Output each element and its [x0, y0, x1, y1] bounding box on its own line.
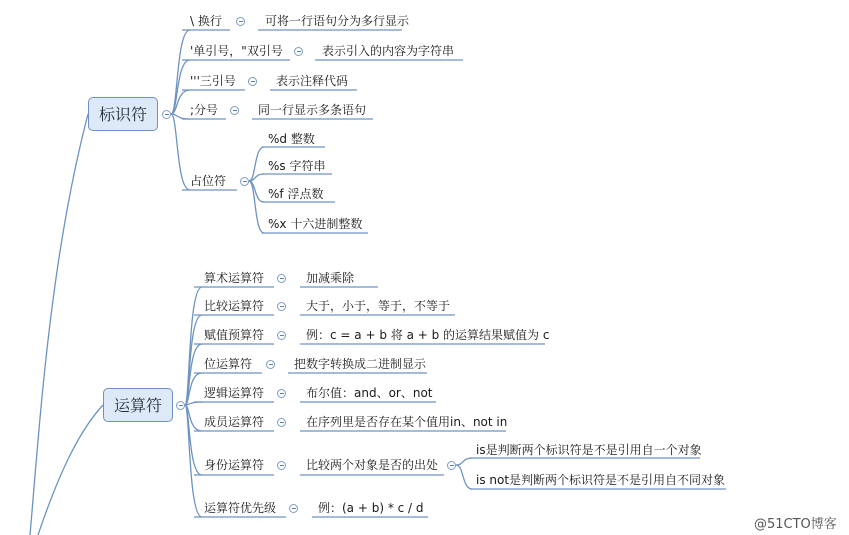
op-bitwise-label[interactable]: 位运算符	[204, 357, 253, 371]
op-assignment-label[interactable]: 赋值预算符	[204, 328, 265, 342]
topic-operator[interactable]: 运算符	[103, 388, 173, 422]
op-comparison-detail[interactable]: 大于，小于，等于，不等于	[306, 299, 451, 313]
op-precedence-detail[interactable]: 例：(a + b) * c / d	[318, 501, 424, 515]
op-arithmetic-label[interactable]: 算术运算符	[204, 271, 265, 285]
branch-connector	[456, 458, 472, 465]
branch-connector	[249, 181, 264, 233]
branch-placeholder-label[interactable]: 占位符	[190, 174, 227, 188]
collapse-icon[interactable]	[277, 331, 286, 340]
root-trunk	[38, 405, 103, 535]
branch-semicolon-detail[interactable]: 同一行显示多条语句	[258, 103, 367, 117]
op-logical-label[interactable]: 逻辑运算符	[204, 386, 265, 400]
branch-connector	[171, 114, 190, 190]
branch-quotes-detail[interactable]: 表示引入的内容为字符串	[322, 44, 455, 58]
collapse-icon[interactable]	[176, 401, 185, 410]
branch-connector	[185, 315, 202, 405]
branch-newline-label[interactable]: \ 换行	[190, 14, 222, 28]
op-membership-label[interactable]: 成员运算符	[204, 415, 265, 429]
collapse-icon[interactable]	[266, 360, 275, 369]
branch-triple-quote-detail[interactable]: 表示注释代码	[276, 74, 349, 88]
placeholder-child[interactable]: %s 字符串	[268, 159, 326, 173]
identity-child[interactable]: is是判断两个标识符是不是引用自一个对象	[476, 443, 702, 457]
collapse-icon[interactable]	[447, 461, 456, 470]
collapse-icon[interactable]	[162, 110, 171, 119]
op-precedence-label[interactable]: 运算符优先级	[204, 501, 277, 515]
identity-child[interactable]: is not是判断两个标识符是不是引用自不同对象	[476, 473, 726, 487]
op-comparison-label[interactable]: 比较运算符	[204, 299, 265, 313]
op-identity-detail[interactable]: 比较两个对象是否的出处	[306, 458, 439, 472]
placeholder-child[interactable]: %d 整数	[268, 132, 315, 146]
branch-triple-quote-label[interactable]: '''三引号	[190, 74, 236, 88]
branch-connector	[249, 174, 264, 181]
root-trunk	[30, 114, 88, 535]
placeholder-child[interactable]: %x 十六进制整数	[268, 217, 363, 231]
branch-newline-detail[interactable]: 可将一行语句分为多行显示	[265, 14, 410, 28]
collapse-icon[interactable]	[248, 77, 257, 86]
op-membership-detail[interactable]: 在序列里是否存在某个值用in、not in	[306, 415, 508, 429]
watermark: @51CTO博客	[754, 517, 837, 532]
op-identity-label[interactable]: 身份运算符	[204, 458, 265, 472]
op-assignment-detail[interactable]: 例：c = a + b 将 a + b 的运算结果赋值为 c	[306, 328, 550, 342]
placeholder-child[interactable]: %f 浮点数	[268, 187, 324, 201]
op-bitwise-detail[interactable]: 把数字转换成二进制显示	[294, 357, 427, 371]
branch-semicolon-label[interactable]: ;分号	[190, 103, 219, 117]
collapse-icon[interactable]	[294, 47, 303, 56]
branch-connector	[185, 344, 202, 405]
collapse-icon[interactable]	[289, 504, 298, 513]
collapse-icon[interactable]	[277, 461, 286, 470]
topic-identifier[interactable]: 标识符	[88, 97, 158, 131]
op-logical-detail[interactable]: 布尔值：and、or、not	[306, 386, 433, 400]
collapse-icon[interactable]	[277, 302, 286, 311]
collapse-icon[interactable]	[277, 389, 286, 398]
collapse-icon[interactable]	[240, 177, 249, 186]
branch-connector	[456, 465, 472, 489]
collapse-icon[interactable]	[236, 17, 245, 26]
collapse-icon[interactable]	[230, 106, 239, 115]
collapse-icon[interactable]	[277, 274, 286, 283]
op-arithmetic-detail[interactable]: 加减乘除	[306, 271, 355, 285]
branch-quotes-label[interactable]: '单引号，"双引号	[190, 44, 283, 58]
collapse-icon[interactable]	[277, 418, 286, 427]
